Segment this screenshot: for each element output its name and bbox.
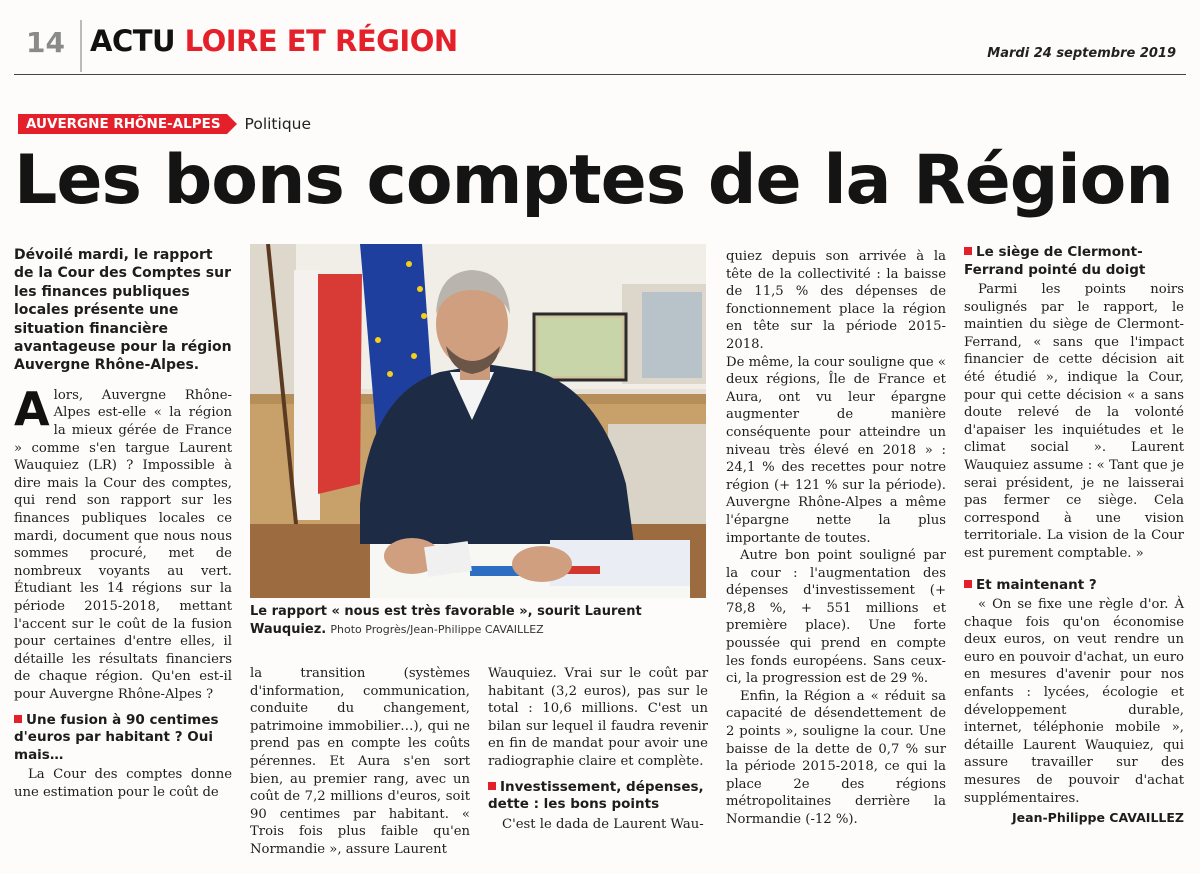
bullet-square-icon	[488, 782, 496, 790]
photo-credit: Photo Progrès/Jean-Philippe CAVAILLEZ	[330, 623, 544, 636]
article-column-1	[14, 246, 232, 801]
kicker-label: Politique	[244, 115, 312, 133]
photo-caption	[250, 603, 706, 639]
body-paragraph: Wauquiez. Vrai sur le coût par habitant (3,2 euros), pas sur le total : 10,6 millions. C'est un bilan sur lequel il faudra revenir en fin de mandat pour avoir une radiographie claire et complète.	[488, 666, 708, 769]
header-rule	[14, 74, 1186, 75]
subheading: Et maintenant ?	[964, 577, 1184, 595]
headline: Les bons comptes de la Région	[14, 141, 1173, 220]
article-column-2	[250, 665, 470, 859]
kicker	[18, 114, 311, 134]
article-photo	[250, 244, 706, 598]
drop-cap: A	[14, 381, 50, 436]
body-paragraph: C'est le dada de Laurent Wau-	[502, 816, 704, 832]
subheading: Investissement, dépenses, dette : les bons points	[488, 778, 704, 813]
article-column-5	[964, 244, 1184, 827]
author-signature: Jean-Philippe CAVAILLEZ	[1012, 810, 1184, 826]
body-paragraph: Enfin, la Région a « réduit sa capacité de désendettement de 2 points », souligne la cour. Une baisse de la dette de 0,7 % sur la période 2015-2018, ce qui la place 2e des régions métropolitaines derrière la Normandie (-12 %).	[726, 688, 946, 827]
body-paragraph: Alors, Auvergne Rhône-Alpes est-elle « la région la mieux gérée de France » comme s'en targue Laurent Wauquiez (LR) ? Impossible à dire mais la Cour des comptes, qui rend son rapport sur les finances publiques locales ce mardi, document que nous nous sommes procuré, met de nombreux voyants au vert. Étudiant les 14 régions sur la période 2015-2018, mettant l'accent sur le coût de la fusion pour certaines d'entre elles, il détaille les résultats financiers de chaque région. Qu'en est-il pour Auvergne Rhône-Alpes ?	[14, 381, 232, 702]
bullet-square-icon	[964, 247, 972, 255]
rubric-main: ACTU	[90, 24, 176, 58]
article-column-4	[726, 248, 946, 829]
body-paragraph: la transition (systèmes d'information, communication, conduite du changement, patrimoine immobilier…), qui ne prend pas en compte les coûts pérennes. Et Aura s'en sort bien, au premier rang, avec un coût de 7,2 millions d'euros, soit 90 centimes par habitant. « Trois fois plus faible qu'en Normandie », assure Laurent	[250, 666, 470, 857]
issue-date: Mardi 24 septembre 2019	[987, 46, 1176, 61]
header-separator	[80, 20, 82, 72]
portrait-photo	[250, 244, 706, 598]
subheading: Le siège de Clermont-Ferrand pointé du doigt	[964, 244, 1146, 278]
body-paragraph: « On se fixe une règle d'or. À chaque fois qu'on économise deux euros, on veut rendre un euro en pouvoir d'achat, un euro en mesures d'avenir pour nos enfants : lycées, écologie et développement durable, internet, téléphonie mobile », détaille Laurent Wauquiez, qui assure travailler sur des mesures de pouvoir d'achat supplémentaires.	[964, 597, 1184, 806]
page-number: 14	[26, 26, 65, 59]
body-paragraph: De même, la cour souligne que « deux régions, Île de France et Aura, ont vu leur épargne augmenter de manière conséquente pour atteindre un niveau très élevé en 2018 » : 24,1 % des recettes pour notre région (+ 121 % sur la période). Auvergne Rhône-Alpes a même l'épargne nette la plus importante de toutes.	[726, 354, 946, 546]
subheading: Une fusion à 90 centimes d'euros par habitant ? Oui mais…	[14, 711, 219, 763]
lead-paragraph: Dévoilé mardi, le rapport de la Cour des Comptes sur les finances publiques locales présente une situation financière avantageuse pour la région Auvergne Rhône-Alpes.	[14, 247, 232, 374]
caption-text: Le rapport « nous est très favorable », sourit Laurent Wauquiez.	[250, 604, 642, 637]
body-paragraph: quiez depuis son arrivée à la tête de la collectivité : la baisse de 11,5 % des dépenses de fonctionnement place la région en tête sur la période 2015-2018.	[726, 249, 946, 352]
bullet-square-icon	[964, 580, 972, 588]
bullet-square-icon	[14, 715, 22, 723]
section-rubric	[90, 24, 458, 58]
rubric-region: LOIRE ET RÉGION	[184, 24, 458, 58]
body-paragraph: Parmi les points noirs soulignés par le rapport, le maintien du siège de Clermont-Ferrand, « sans que l'impact financier de cette décision ait été étudié », indique la Cour, pour qui cette décision « a sans doute relevé de la volonté d'apaiser les inquiétudes et le climat social ». Laurent Wauquiez assume : « Tant que je serai président, je ne laisserai pas fermer ce siège. Cela correspond à une vision territoriale. La vision de la Cour est purement comptable. »	[964, 282, 1184, 561]
article-column-3	[488, 665, 708, 833]
body-paragraph: La Cour des comptes donne une estimation pour le coût de	[14, 767, 232, 800]
body-paragraph: Autre bon point souligné par la cour : l'augmentation des dépenses d'investissement (+ 78,8 %, + 551 millions et première place). Une forte poussée qui prend en compte les fonds européens. Sans ceux-ci, la progression est de 29 %.	[726, 548, 946, 687]
kicker-tag: AUVERGNE RHÔNE-ALPES	[18, 114, 227, 134]
